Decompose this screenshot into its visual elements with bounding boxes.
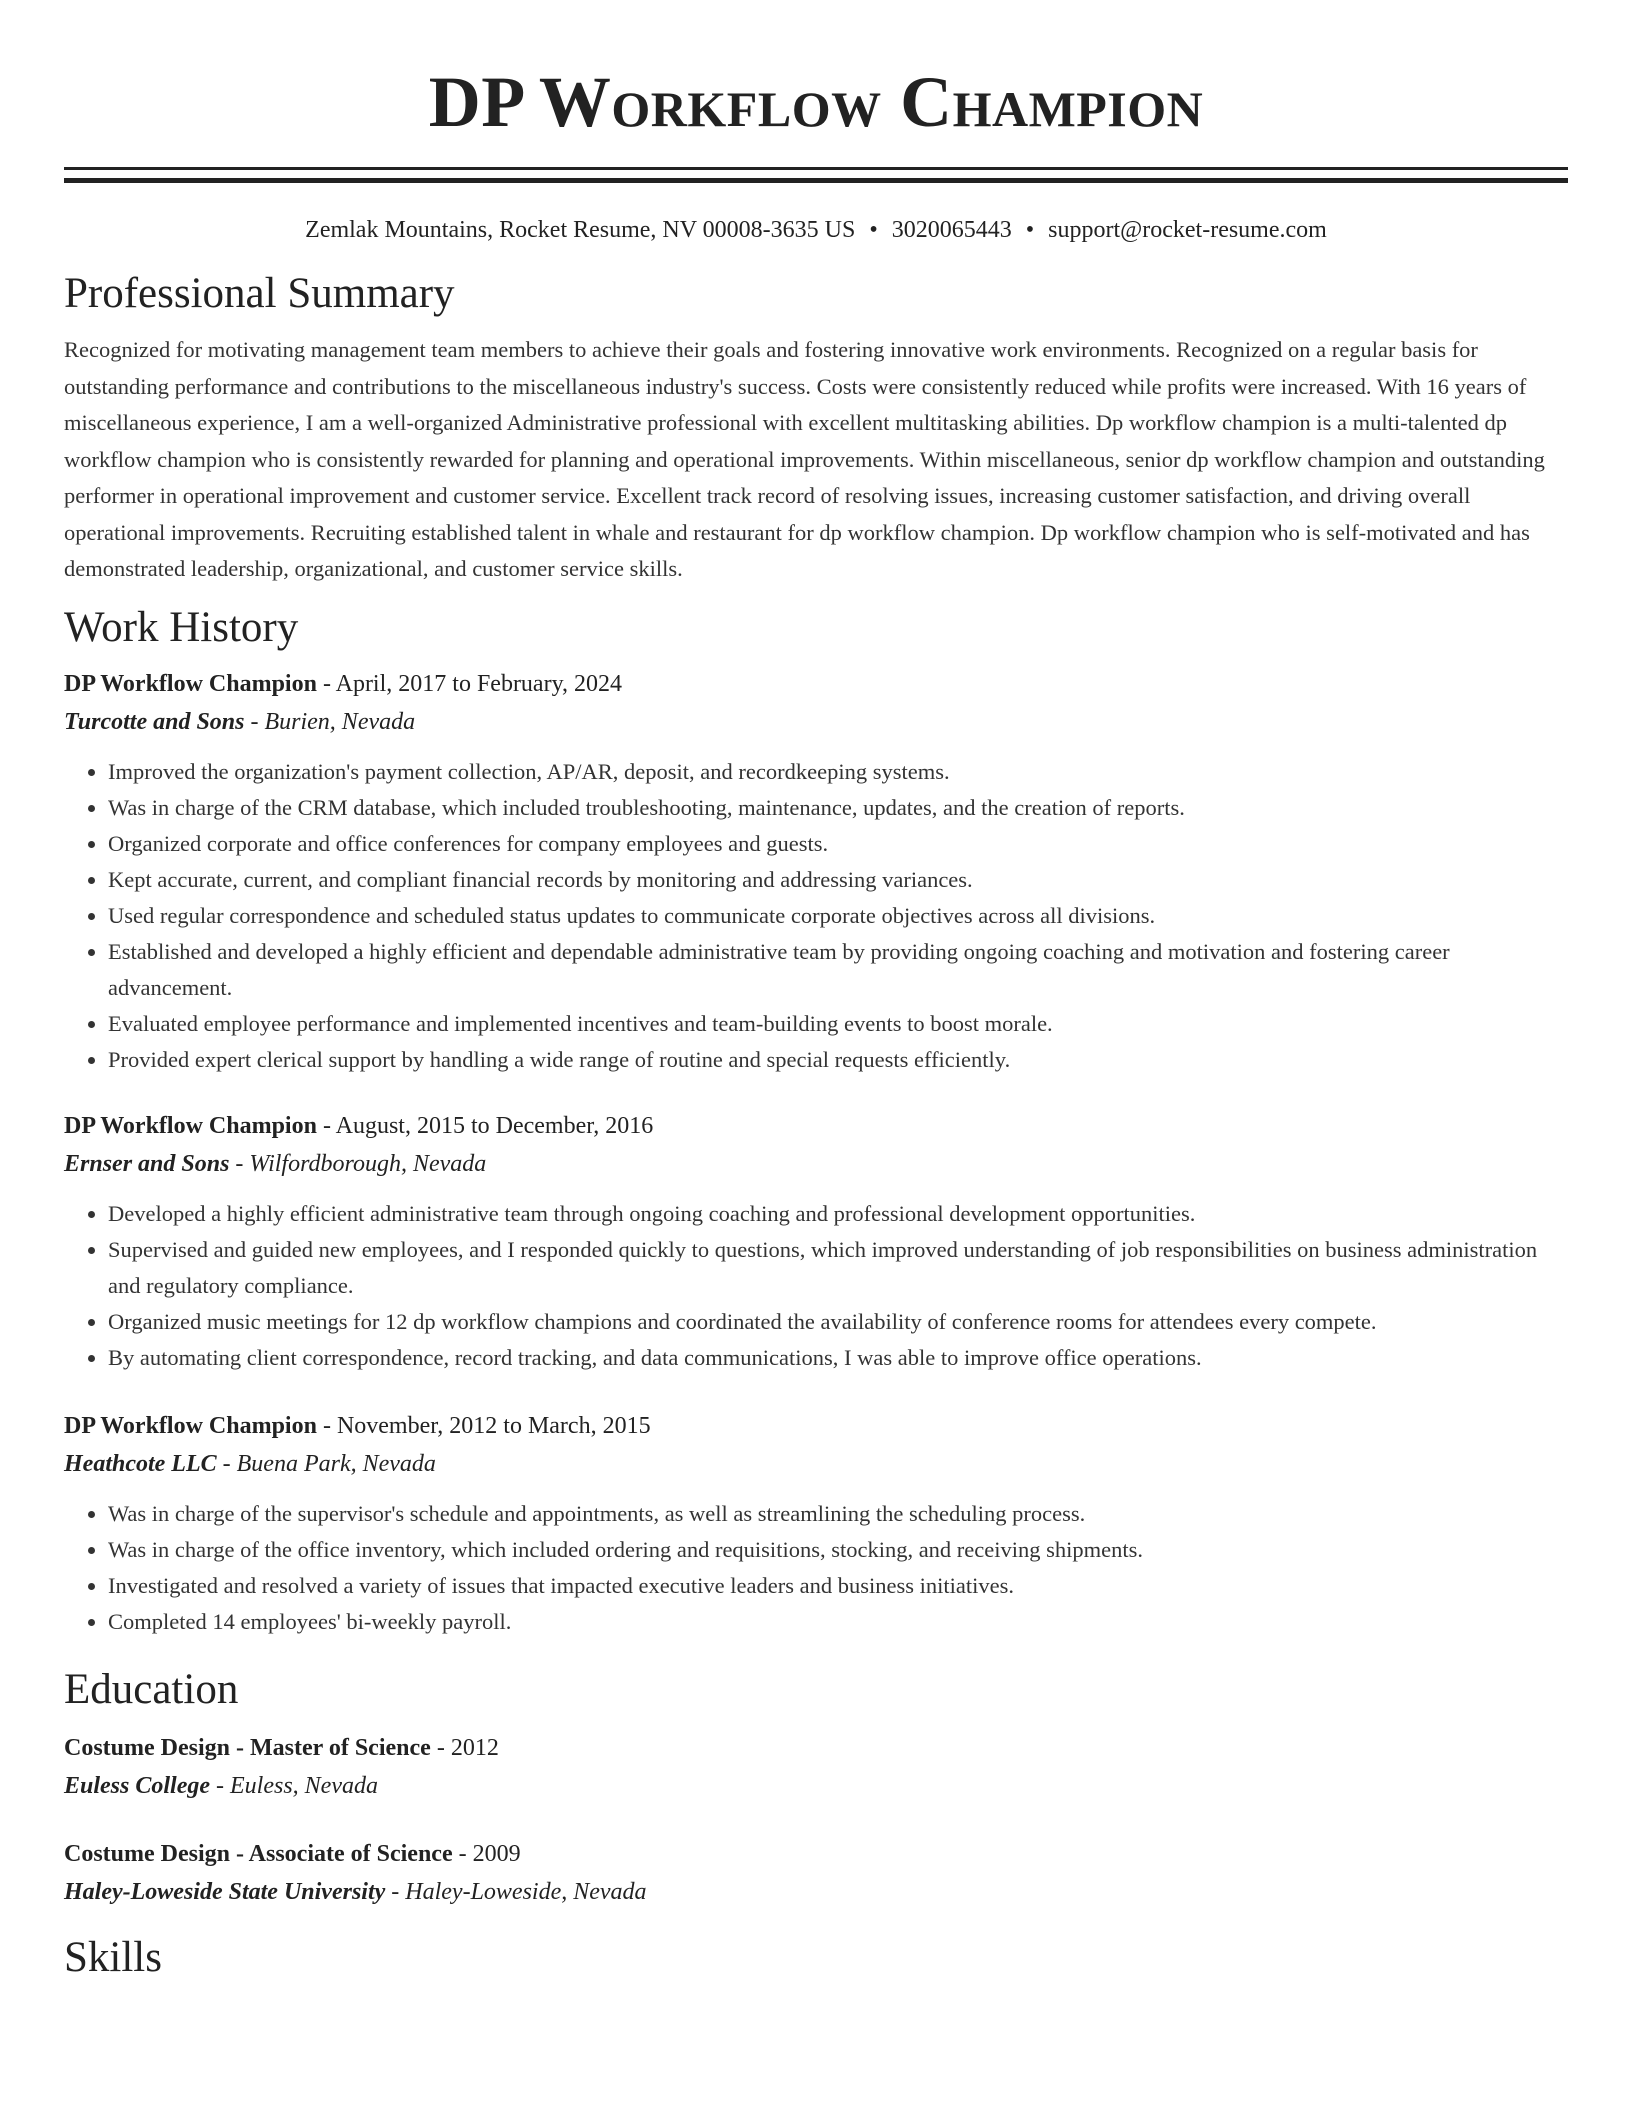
job-bullets: [64, 754, 1568, 1078]
job-bullet: • Improved the organization's payment collection, AP/AR, deposit, and recordkeeping systems.: [108, 754, 1568, 790]
job-bullet: • Was in charge of the supervisor's schedule and appointments, as well as streamlining the scheduling process.: [108, 1496, 1568, 1532]
job-title-line: [64, 1408, 1568, 1444]
job-company: Heathcote LLC: [64, 1450, 217, 1477]
job-bullet: • Investigated and resolved a variety of issues that impacted executive leaders and business initiatives.: [108, 1568, 1568, 1604]
job-bullet: • Completed 14 employees' bi-weekly payroll.: [108, 1604, 1568, 1640]
job-bullet: • Developed a highly efficient administrative team through ongoing coaching and professional development opportunities.: [108, 1196, 1568, 1232]
education-entry: [64, 1730, 1568, 1804]
summary-heading: Professional Summary: [64, 270, 455, 317]
job-company: Ernser and Sons: [64, 1150, 230, 1177]
contact-separator: •: [869, 217, 878, 243]
job-title-dash: -: [316, 670, 336, 697]
job-title-dash: -: [316, 1112, 336, 1139]
job-entry: [64, 1108, 1568, 1376]
education-school-line: [64, 1874, 1568, 1910]
job-dates: April, 2017 to February, 2024: [335, 670, 623, 697]
job-location: Buena Park, Nevada: [236, 1450, 436, 1477]
education-school-dash: -: [210, 1772, 231, 1799]
contact-email: support@rocket-resume.com: [1048, 217, 1327, 243]
job-company-line: [64, 1446, 1568, 1482]
resume-name: DP Workflow Champion: [428, 62, 1204, 142]
job-bullet: • Organized music meetings for 12 dp workflow champions and coordinated the availability of conference rooms for attendees every compete.: [108, 1304, 1568, 1340]
job-title-line: [64, 1108, 1568, 1144]
job-location: Burien, Nevada: [264, 708, 416, 735]
education-heading: Education: [64, 1665, 239, 1713]
contact-phone: 3020065443: [891, 217, 1012, 243]
education-school: Euless College: [64, 1772, 211, 1799]
job-company-dash: -: [229, 1150, 250, 1177]
job-dates: August, 2015 to December, 2016: [335, 1112, 654, 1139]
education-year: 2012: [450, 1734, 499, 1761]
contact-separator: •: [1025, 217, 1035, 243]
education-degree: Costume Design - Master of Science: [64, 1734, 431, 1761]
job-bullets: [64, 1496, 1568, 1640]
contact-line: [64, 215, 1568, 245]
education-location: Euless, Nevada: [230, 1772, 378, 1799]
job-bullet: • Kept accurate, current, and compliant financial records by monitoring and addressing variances.: [108, 862, 1568, 898]
job-bullet: • By automating client correspondence, record tracking, and data communications, I was able to improve office operations.: [108, 1340, 1568, 1376]
job-bullet: • Was in charge of the CRM database, which included troubleshooting, maintenance, updates, and the creation of reports.: [108, 790, 1568, 826]
header-divider: [64, 167, 1568, 183]
education-degree-line: [64, 1836, 1568, 1872]
job-title-line: [64, 666, 1568, 702]
job-bullet: • Evaluated employee performance and implemented incentives and team-building events to boost morale.: [108, 1006, 1568, 1042]
education-school: Haley-Loweside State University: [64, 1878, 386, 1905]
job-bullet: • Supervised and guided new employees, and I responded quickly to questions, which improved understanding of job responsibilities on business administration and regulatory compliance.: [108, 1232, 1568, 1304]
contact-address: Zemlak Mountains, Rocket Resume, NV 00008-3635 US: [305, 217, 856, 243]
job-location: Wilfordborough, Nevada: [249, 1150, 487, 1177]
education-dash: -: [430, 1734, 451, 1761]
education-school-dash: -: [385, 1878, 406, 1905]
job-title: DP Workflow Champion: [64, 670, 317, 697]
job-bullet: • Provided expert clerical support by handling a wide range of routine and special requests efficiently.: [108, 1042, 1568, 1078]
skills-heading: Skills: [64, 1933, 162, 1981]
education-degree-line: [64, 1730, 1568, 1766]
job-company-dash: -: [244, 708, 265, 735]
job-company-dash: -: [216, 1450, 237, 1477]
job-entry: [64, 666, 1568, 1078]
education-year: 2009: [472, 1840, 521, 1867]
work-history-heading: Work History: [64, 603, 299, 651]
job-company-line: [64, 1146, 1568, 1182]
job-dates: November, 2012 to March, 2015: [336, 1412, 651, 1439]
summary-text: Recognized for motivating management team members to achieve their goals and fostering innovative work environments. Recognized on a regular basis for outstanding performance and contributions to the miscellaneous industry's success. Costs were consistently reduced while profits were increased. With 16 years of miscellaneous experience, I am a well-organized Administrative professional with excellent multitasking abilities. Dp workflow champion is a multi-talented dp workflow champion who is consistently rewarded for planning and operational improvements. Within miscellaneous, senior dp workflow champion and outstanding performer in operational improvement and customer service. Excellent track record of resolving issues, increasing customer satisfaction, and driving overall operational improvements. Recruiting established talent in whale and restaurant for dp workflow champion. Dp workflow champion who is self-motivated and has demonstrated leadership, organizational, and customer service skills.: [64, 337, 1545, 581]
job-entry: [64, 1408, 1568, 1640]
education-degree: Costume Design - Associate of Science: [64, 1840, 453, 1867]
job-title: DP Workflow Champion: [64, 1412, 317, 1439]
education-school-line: [64, 1768, 1568, 1804]
job-title-dash: -: [316, 1412, 337, 1439]
education-entry: [64, 1836, 1568, 1910]
education-location: Haley-Loweside, Nevada: [405, 1878, 647, 1905]
job-bullet: • Established and developed a highly efficient and dependable administrative team by providing ongoing coaching and motivation and fostering career advancement.: [108, 934, 1568, 1006]
job-bullet: • Organized corporate and office conferences for company employees and guests.: [108, 826, 1568, 862]
job-bullets: [64, 1196, 1568, 1376]
job-bullet: • Was in charge of the office inventory, which included ordering and requisitions, stocking, and receiving shipments.: [108, 1532, 1568, 1568]
education-dash: -: [452, 1840, 473, 1867]
job-bullet: • Used regular correspondence and scheduled status updates to communicate corporate objectives across all divisions.: [108, 898, 1568, 934]
job-company-line: [64, 704, 1568, 740]
job-company: Turcotte and Sons: [64, 708, 245, 735]
job-title: DP Workflow Champion: [64, 1112, 317, 1139]
